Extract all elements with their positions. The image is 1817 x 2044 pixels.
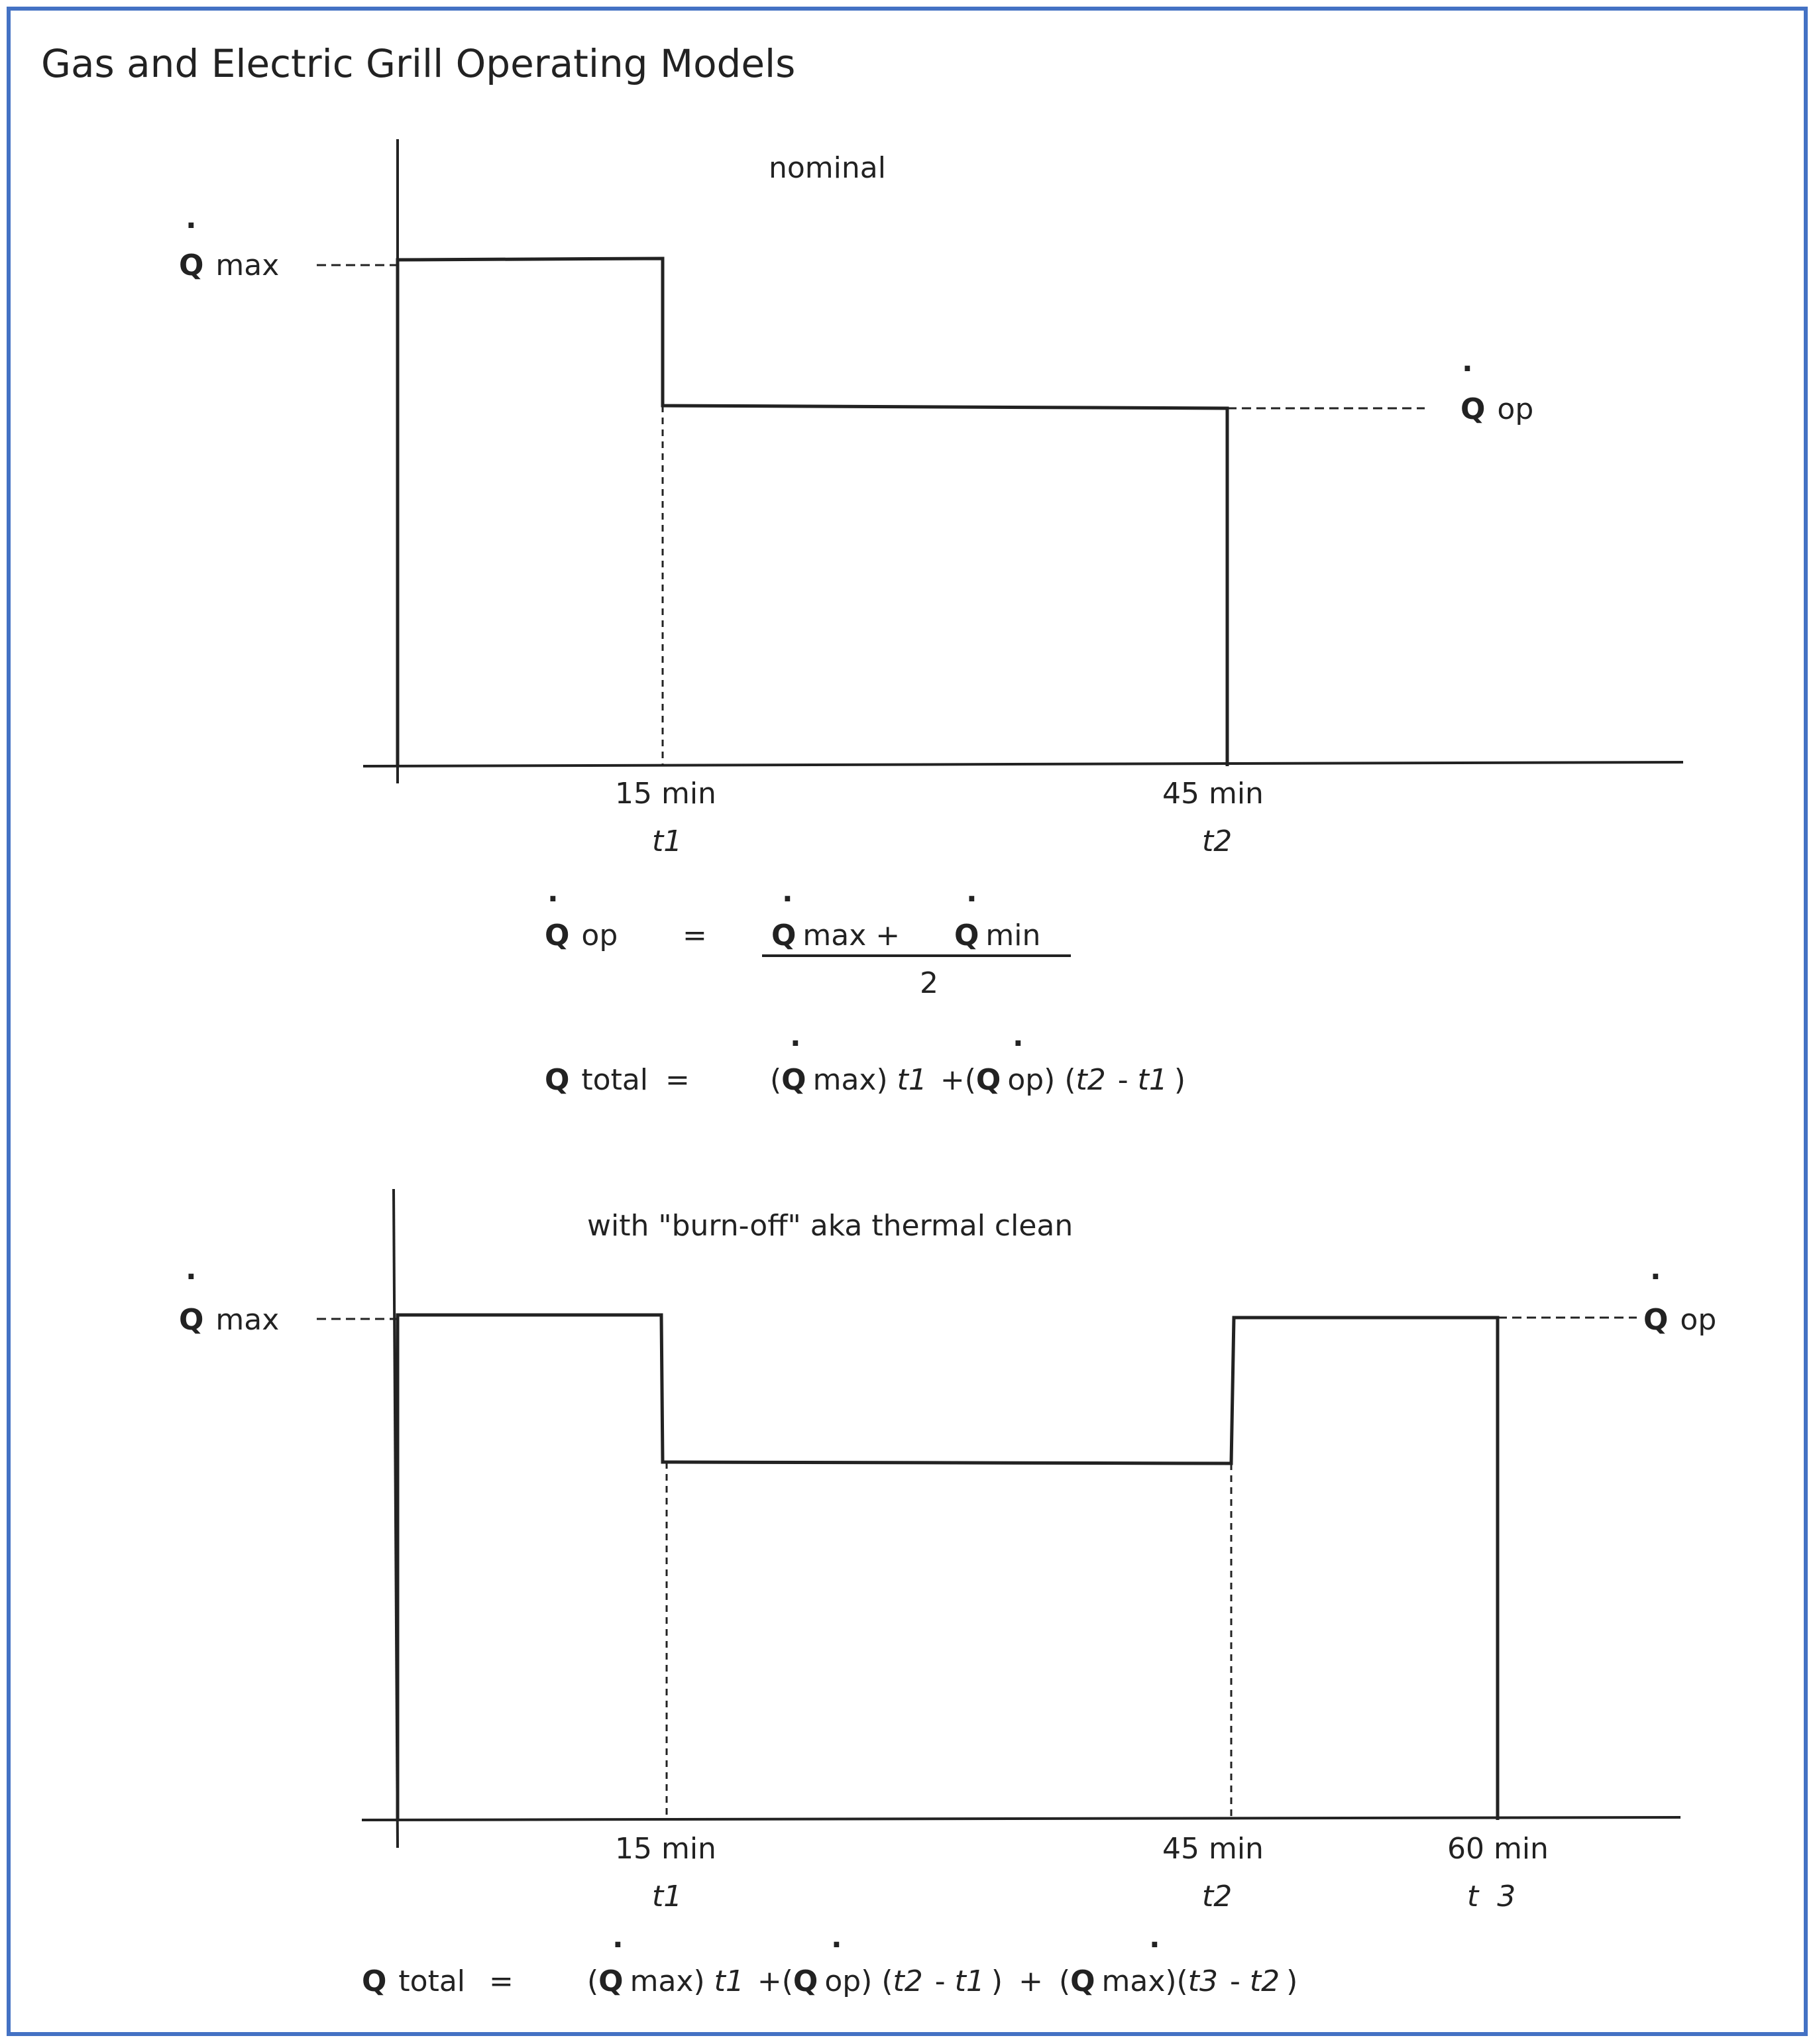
- svg-text:Qmax +: Q max +: [771, 919, 901, 952]
- panel1-caption: nominal: [769, 151, 886, 185]
- svg-text:Qop: Q op: [545, 919, 618, 952]
- panel1-qmax-label: Q max: [179, 249, 280, 282]
- svg-text:.: .: [782, 875, 793, 909]
- svg-text:.: .: [1013, 1019, 1024, 1053]
- svg-text:(Qmax)t1+(Qop)(t2-t1): (Q max) t1 +(Q op) (t2 - t1 ): [770, 1063, 1186, 1097]
- panel1-qop-equation: [545, 875, 1071, 1000]
- svg-text:Qtotal=: Q total =: [362, 1964, 514, 1998]
- panel2-tick-15min: 15 min: [615, 1832, 716, 1866]
- panel2-tick-t3: t 3: [1467, 1880, 1516, 1913]
- panel2-tick-45min: 45 min: [1162, 1832, 1264, 1866]
- panel1-tick-15min: 15 min: [615, 777, 716, 811]
- panel2-step-profile: [398, 1315, 1498, 1820]
- panel2-tick-60min: 60 min: [1447, 1832, 1549, 1866]
- panel-burn-off: [179, 1189, 1716, 1998]
- diagram-title: Gas and Electric Grill Operating Models: [41, 41, 796, 86]
- svg-text:.: .: [966, 875, 977, 909]
- svg-text:.: .: [790, 1019, 801, 1053]
- panel1-step-profile: [398, 258, 1227, 766]
- panel1-tick-t2: t2: [1202, 824, 1233, 858]
- panel1-qop-dot: .: [1462, 345, 1473, 378]
- svg-text:Qtotal=: Q total =: [545, 1063, 690, 1097]
- svg-text:.: .: [612, 1921, 624, 1955]
- svg-text:=: =: [683, 919, 707, 952]
- panel2-qmax-dot: .: [186, 1253, 197, 1286]
- svg-text:.: .: [831, 1921, 842, 1955]
- panel2-tick-t2: t2: [1202, 1880, 1233, 1913]
- svg-text:Qmin: Q min: [954, 919, 1041, 952]
- panel1-qmax-dot: .: [186, 201, 197, 235]
- panel-nominal: [179, 139, 1683, 1097]
- panel2-qop-label: Q op: [1643, 1303, 1717, 1337]
- panel1-x-axis: [363, 762, 1683, 766]
- panel2-qmax-label: Q max: [179, 1303, 280, 1337]
- panel1-tick-t1: t1: [652, 824, 683, 858]
- svg-text:2: 2: [920, 966, 938, 1000]
- panel2-tick-t1: t1: [652, 1880, 683, 1913]
- svg-text:(Qmax)t1+(Qop)(t2-t1)+(Qmax)(t: (Q max) t1 +(Q op) (t2 - t1 ) + (Q max)(t3 - t2 ): [587, 1964, 1298, 1998]
- panel2-qop-dot: .: [1650, 1253, 1661, 1286]
- panel2-x-axis: [362, 1817, 1680, 1820]
- panel2-qtotal-equation: [362, 1921, 1297, 1998]
- panel1-tick-45min: 45 min: [1162, 777, 1264, 811]
- svg-text:.: .: [1149, 1921, 1160, 1955]
- panel2-caption: with "burn-off" aka thermal clean: [587, 1209, 1074, 1243]
- svg-text:.: .: [547, 875, 559, 909]
- panel1-qop-label: Q op: [1460, 392, 1534, 426]
- panel1-qtotal-equation: [545, 1019, 1185, 1097]
